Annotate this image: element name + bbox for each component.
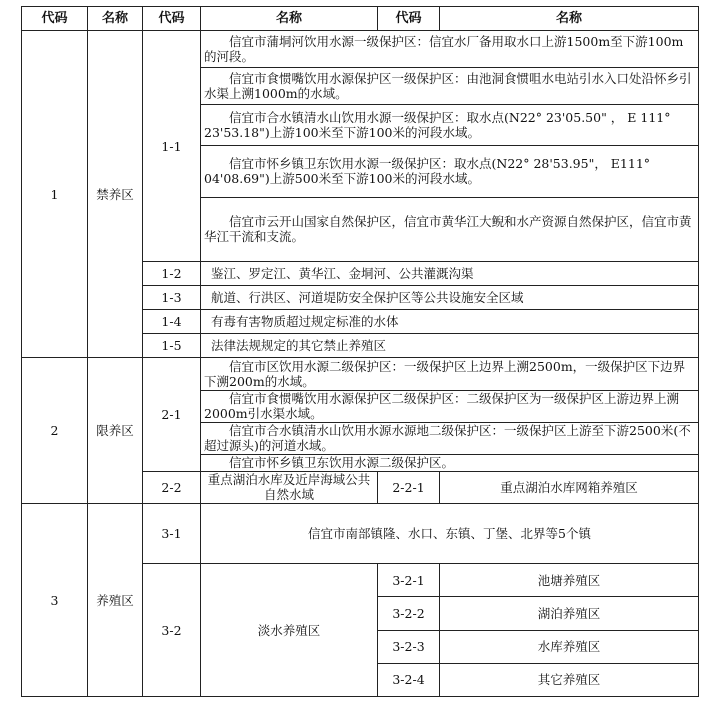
category-code-3: 3 (22, 504, 88, 697)
sub-code-1-4: 1-4 (143, 310, 201, 334)
sub-code-1-2: 1-2 (143, 262, 201, 286)
zone-desc: 信宜市食惯嘴饮用水源保护区二级保护区：二级保护区为一级保护区上游边界上溯2000m引水渠水域。 (201, 390, 699, 422)
category-name-2: 限养区 (88, 358, 143, 504)
sub-code-1-3: 1-3 (143, 286, 201, 310)
zone-desc: 有毒有害物质超过规定标准的水体 (201, 310, 699, 334)
detail-name: 其它养殖区 (440, 663, 699, 696)
zone-desc: 法律法规规定的其它禁止养殖区 (201, 334, 699, 358)
header-code-1: 代码 (22, 7, 88, 31)
detail-name: 重点湖泊水库网箱养殖区 (440, 471, 699, 503)
table-row (22, 31, 699, 68)
zone-desc: 鉴江、罗定江、黄华江、金垌河、公共灌溉沟渠 (201, 262, 699, 286)
sub-code-2-1: 2-1 (143, 358, 201, 471)
detail-name: 池塘养殖区 (440, 564, 699, 597)
detail-code-3-2-3: 3-2-3 (378, 630, 440, 663)
header-code-3: 代码 (378, 7, 440, 31)
zone-name: 淡水养殖区 (201, 564, 378, 697)
zone-desc: 信宜市合水镇清水山饮用水源水源地二级保护区：一级保护区上游至下游2500米(不超过源头)的河道水域。 (201, 422, 699, 454)
detail-code-2-2-1: 2-2-1 (378, 471, 440, 503)
zoning-table-sheet (21, 6, 698, 697)
detail-name: 水库养殖区 (440, 630, 699, 663)
zone-desc: 信宜市云开山国家自然保护区，信宜市黄华江大鲵和水产资源自然保护区，信宜市黄华江干流和支流。 (201, 197, 699, 261)
aquaculture-zoning-table (21, 6, 699, 697)
detail-name: 湖泊养殖区 (440, 597, 699, 630)
sub-code-3-1: 3-1 (143, 504, 201, 564)
category-name-3: 养殖区 (88, 504, 143, 697)
category-name-1: 禁养区 (88, 31, 143, 358)
header-name-2: 名称 (201, 7, 378, 31)
zone-desc: 信宜市食惯嘴饮用水源保护区一级保护区：由池洞食惯咀水电站引水入口处沿怀乡引水渠上溯1000m的水域。 (201, 68, 699, 105)
zone-desc: 航道、行洪区、河道堤防安全保护区等公共设施安全区域 (201, 286, 699, 310)
category-code-1: 1 (22, 31, 88, 358)
header-row (22, 7, 699, 31)
header-name-3: 名称 (440, 7, 699, 31)
detail-code-3-2-1: 3-2-1 (378, 564, 440, 597)
zone-desc: 信宜市区饮用水源二级保护区：一级保护区上边界上溯2500m，一级保护区下边界下溯200m的水域。 (201, 358, 699, 390)
category-code-2: 2 (22, 358, 88, 504)
zone-desc: 信宜市蒲垌河饮用水源一级保护区：信宜水厂备用取水口上游1500m至下游100m的河段。 (201, 31, 699, 68)
detail-code-3-2-2: 3-2-2 (378, 597, 440, 630)
table-row (22, 358, 699, 390)
zone-desc: 信宜市南部镇隆、水口、东镇、丁堡、北界等5个镇 (201, 504, 699, 564)
table-row (22, 504, 699, 564)
zone-desc: 信宜市合水镇清水山饮用水源一级保护区：取水点(N22° 23'05.50" ， E 111° 23'53.18")上游100米至下游100米的河段水域。 (201, 105, 699, 145)
header-code-2: 代码 (143, 7, 201, 31)
zone-desc: 信宜市怀乡镇卫东饮用水源一级保护区：取水点(N22° 28'53.95"， E111° 04'08.69")上游500米至下游100米的河段水域。 (201, 145, 699, 197)
zone-name: 重点湖泊水库及近岸海域公共自然水域 (201, 471, 378, 503)
sub-code-3-2: 3-2 (143, 564, 201, 697)
sub-code-1-5: 1-5 (143, 334, 201, 358)
detail-code-3-2-4: 3-2-4 (378, 663, 440, 696)
header-name-1: 名称 (88, 7, 143, 31)
sub-code-1-1: 1-1 (143, 31, 201, 262)
sub-code-2-2: 2-2 (143, 471, 201, 503)
zone-desc: 信宜市怀乡镇卫东饮用水源二级保护区。 (201, 454, 699, 471)
